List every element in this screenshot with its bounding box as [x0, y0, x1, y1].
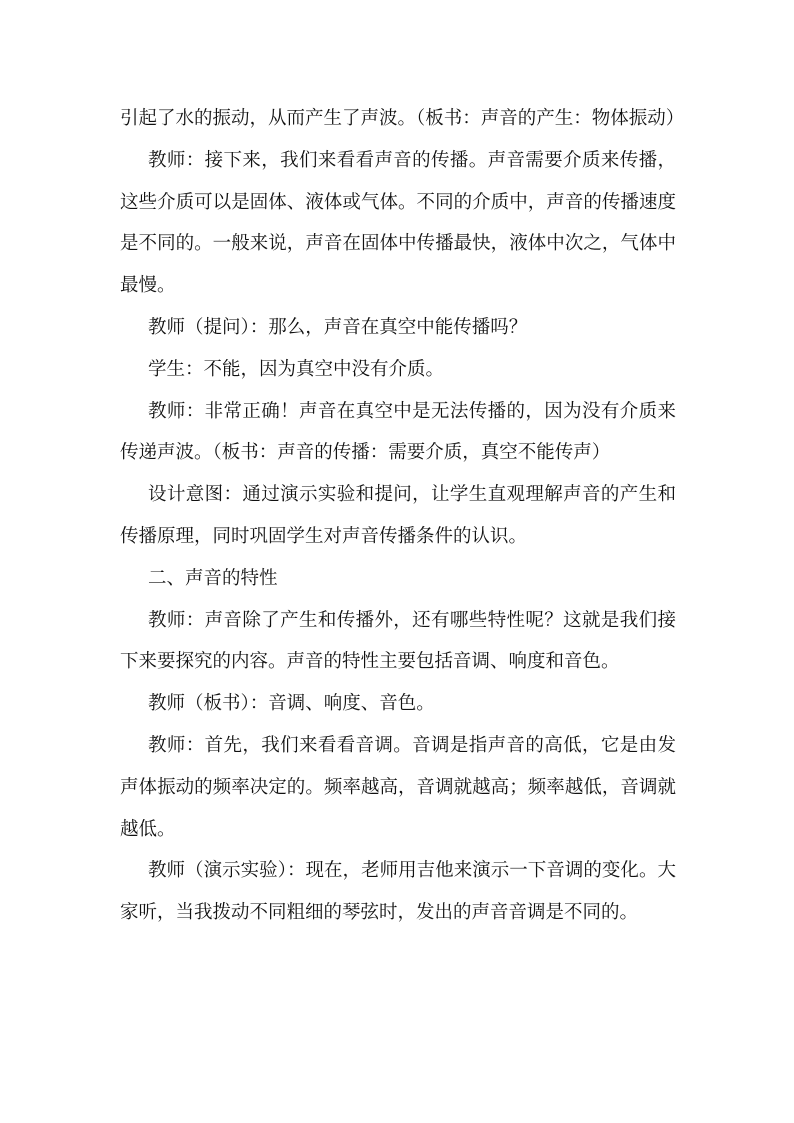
- paragraph-teacher-question: 教师（提问）：那么，声音在真空中能传播吗？: [148, 316, 528, 338]
- section-heading-sound-characteristics: 二、声音的特性: [148, 567, 278, 589]
- paragraph-continuation: 引起了水的振动，从而产生了声波。（板书：声音的产生：物体振动）: [120, 108, 685, 129]
- paragraph-sound-propagation: 教师：接下来，我们来看看声音的传播。声音需要介质来传播，这些介质可以是固体、液体或气体。不同的介质中，声音的传播速度是不同的。一般来说，声音在固体中传播最快，液体中次之，气体中最慢。: [120, 149, 676, 297]
- document-body: [120, 98, 685, 934]
- paragraph-design-intent: 设计意图：通过演示实验和提问，让学生直观理解声音的产生和传播原理，同时巩固学生对声音传播条件的认识。: [120, 484, 676, 547]
- paragraph-teacher-confirm: 教师：非常正确！声音在真空中是无法传播的，因为没有介质来传递声波。（板书：声音的传播：需要介质，真空不能传声）: [120, 400, 676, 464]
- paragraph-guitar-demo: 教师（演示实验）：现在，老师用吉他来演示一下音调的变化。大家听，当我拨动不同粗细的琴弦时，发出的声音音调是不同的。: [120, 860, 676, 924]
- paragraph-characteristics-intro: 教师：声音除了产生和传播外，还有哪些特性呢？这就是我们接下来要探究的内容。声音的特性主要包括音调、响度和音色。: [120, 609, 676, 673]
- paragraph-pitch-explanation: 教师：首先，我们来看看音调。音调是指声音的高低，它是由发声体振动的频率决定的。频率越高，音调就越高；频率越低，音调就越低。: [120, 734, 676, 840]
- paragraph-blackboard-note: 教师（板书）：音调、响度、音色。: [148, 693, 435, 715]
- paragraph-student-answer: 学生：不能，因为真空中没有介质。: [148, 358, 445, 380]
